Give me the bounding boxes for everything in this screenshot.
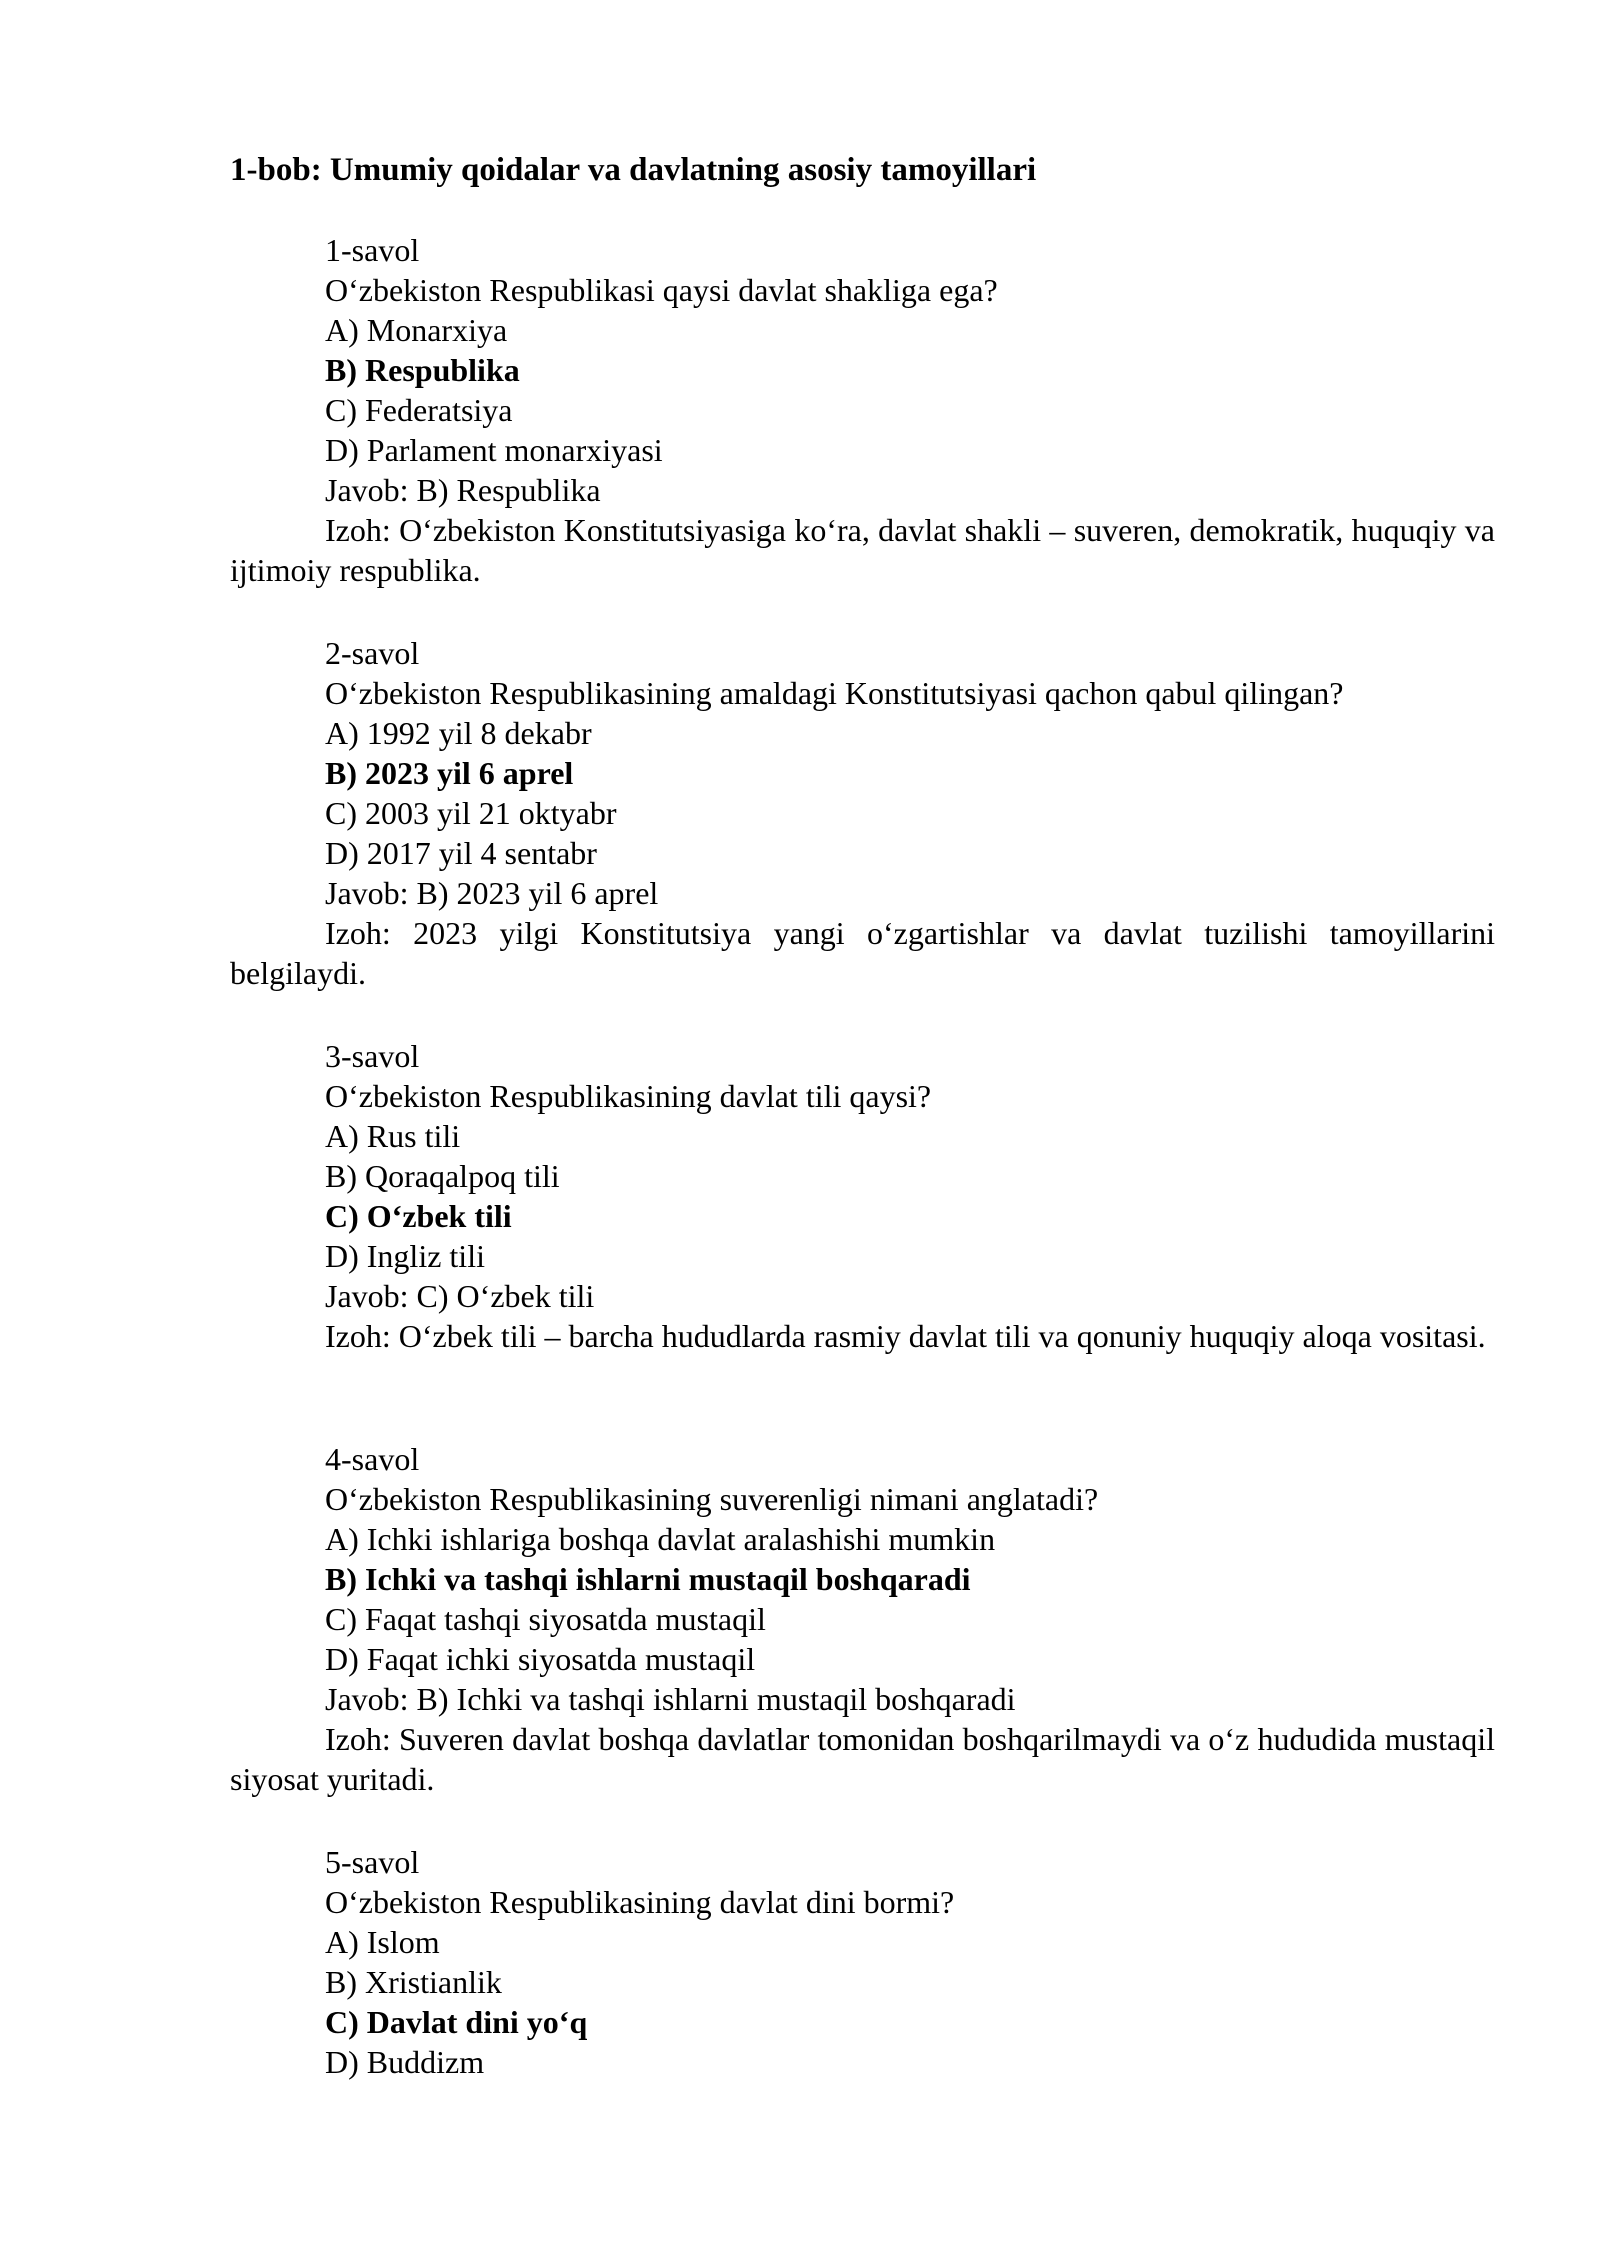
question-number: 1-savol — [325, 232, 420, 268]
option-a: A) Monarxiya — [325, 312, 508, 348]
question-block-5 — [230, 1842, 1495, 2082]
question-block-4 — [230, 1439, 1495, 1799]
answer-line: Javob: B) Ichki va tashqi ishlarni mustaqil boshqaradi — [325, 1681, 1016, 1717]
option-c-correct: C) O‘zbek tili — [325, 1198, 512, 1234]
option-c: C) Federatsiya — [325, 392, 513, 428]
question-text: O‘zbekiston Respublikasining amaldagi Konstitutsiyasi qachon qabul qilingan? — [325, 675, 1344, 711]
explanation-note: Izoh: Suveren davlat boshqa davlatlar tomonidan boshqarilmaydi va o‘z hududida mustaqil siyosat yuritadi. — [230, 1721, 1495, 1797]
option-b-correct: B) Ichki va tashqi ishlarni mustaqil boshqaradi — [325, 1561, 971, 1597]
question-number: 4-savol — [325, 1441, 420, 1477]
option-d: D) Parlament monarxiyasi — [325, 432, 663, 468]
question-block-1 — [230, 230, 1495, 590]
option-d: D) Ingliz tili — [325, 1238, 485, 1274]
question-block-3 — [230, 1036, 1495, 1356]
question-text: O‘zbekiston Respublikasining davlat dini bormi? — [325, 1884, 955, 1920]
question-block-2 — [230, 633, 1495, 993]
answer-line: Javob: B) 2023 yil 6 aprel — [325, 875, 659, 911]
option-d: D) Buddizm — [325, 2044, 485, 2080]
option-c: C) 2003 yil 21 oktyabr — [325, 795, 617, 831]
option-b: B) Xristianlik — [325, 1964, 502, 2000]
chapter-heading: 1-bob: Umumiy qoidalar va davlatning asosiy tamoyillari — [230, 152, 1037, 188]
option-c: C) Faqat tashqi siyosatda mustaqil — [325, 1601, 766, 1637]
option-a: A) Rus tili — [325, 1118, 461, 1154]
answer-line: Javob: C) O‘zbek tili — [325, 1278, 595, 1314]
explanation-note: Izoh: O‘zbek tili – barcha hududlarda rasmiy davlat tili va qonuniy huquqiy aloqa vositasi. — [325, 1318, 1486, 1354]
option-a: A) Ichki ishlariga boshqa davlat aralashishi mumkin — [325, 1521, 996, 1557]
answer-line: Javob: B) Respublika — [325, 472, 601, 508]
option-d: D) Faqat ichki siyosatda mustaqil — [325, 1641, 756, 1677]
question-number: 3-savol — [325, 1038, 420, 1074]
option-b-correct: B) Respublika — [325, 352, 520, 388]
option-a: A) Islom — [325, 1924, 440, 1960]
question-text: O‘zbekiston Respublikasining davlat tili qaysi? — [325, 1078, 932, 1114]
question-text: O‘zbekiston Respublikasining suverenligi nimani anglatadi? — [325, 1481, 1099, 1517]
question-text: O‘zbekiston Respublikasi qaysi davlat shakliga ega? — [325, 272, 998, 308]
option-c-correct: C) Davlat dini yo‘q — [325, 2004, 588, 2040]
option-b-correct: B) 2023 yil 6 aprel — [325, 755, 574, 791]
option-a: A) 1992 yil 8 dekabr — [325, 715, 592, 751]
explanation-note: Izoh: 2023 yilgi Konstitutsiya yangi o‘zgartishlar va davlat tuzilishi tamoyillarini belgilaydi. — [230, 915, 1495, 991]
question-number: 5-savol — [325, 1844, 420, 1880]
explanation-note: Izoh: O‘zbekiston Konstitutsiyasiga ko‘ra, davlat shakli – suveren, demokratik, huquqiy va ijtimoiy respublika. — [230, 512, 1495, 588]
option-d: D) 2017 yil 4 sentabr — [325, 835, 597, 871]
option-b: B) Qoraqalpoq tili — [325, 1158, 560, 1194]
question-number: 2-savol — [325, 635, 420, 671]
